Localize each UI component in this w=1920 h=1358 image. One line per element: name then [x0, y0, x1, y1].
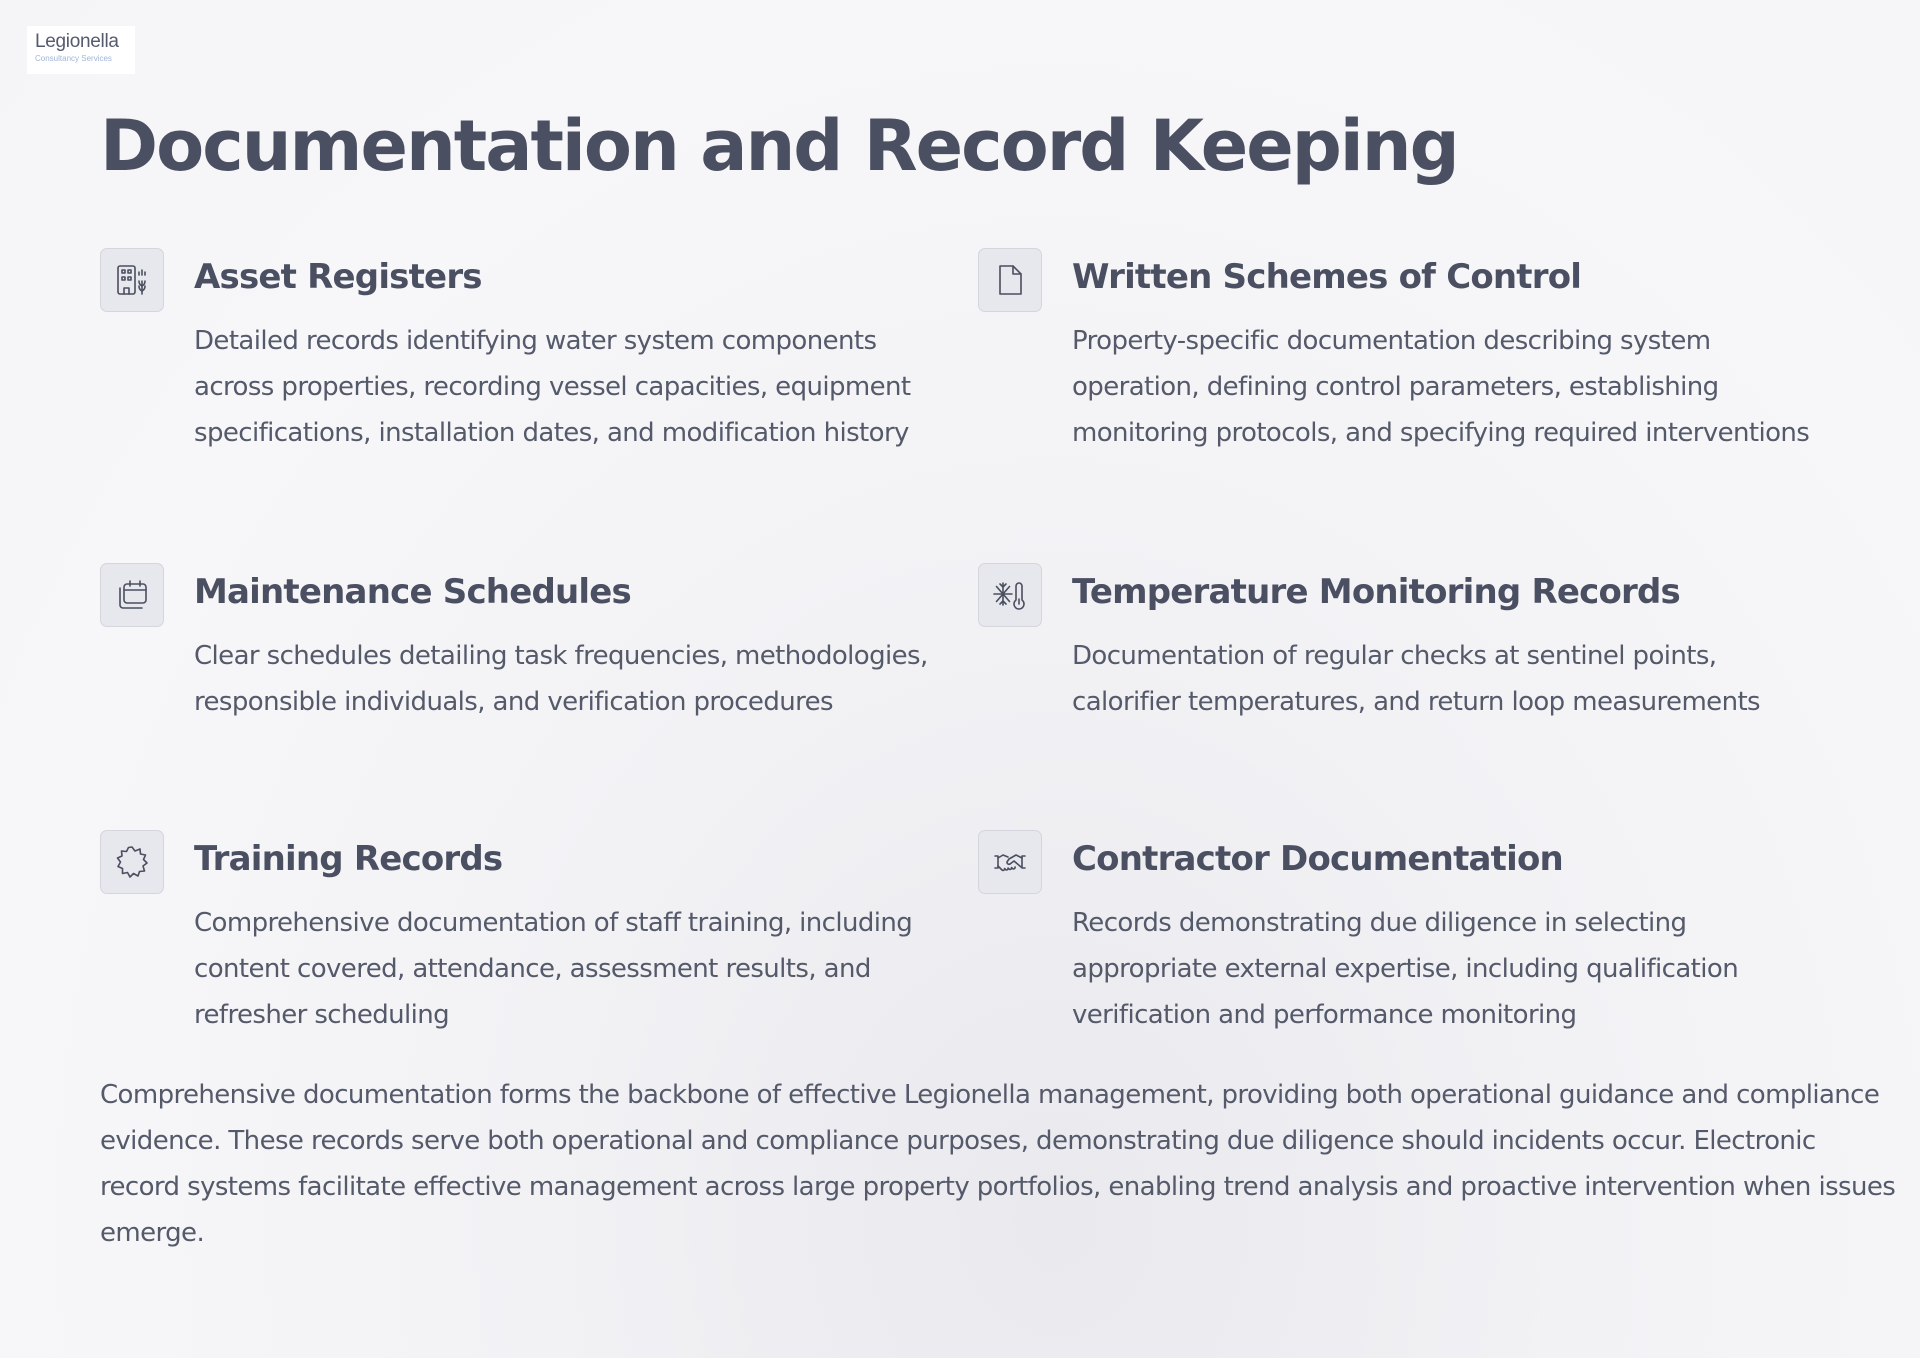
- card-title: Contractor Documentation: [1072, 839, 1563, 879]
- page-title: Documentation and Record Keeping: [100, 105, 1458, 187]
- calendar-icon: [100, 563, 164, 627]
- card-description: Detailed records identifying water system components across properties, recording vessel capacities, equipment specifications, installation dates, and modification history: [194, 326, 911, 448]
- document-icon: [978, 248, 1042, 312]
- badge-icon: [100, 830, 164, 894]
- card-description: Property-specific documentation describing system operation, defining control parameters, establishing monitoring protocols, and specifying required interventions: [1072, 326, 1810, 448]
- card-description: Clear schedules detailing task frequencies, methodologies, responsible individuals, and verification procedures: [194, 641, 928, 717]
- logo-subtitle: Consultancy Services: [35, 54, 112, 63]
- summary-paragraph: Comprehensive documentation forms the backbone of effective Legionella management, providing both operational guidance and compliance evidence. These records serve both operational and compliance purposes, demonstrating due diligence should incidents occur. Electronic record systems facilitate effective management across large property portfolios, enabling trend analysis and proactive intervention when issues emerge.: [100, 1080, 1896, 1248]
- handshake-icon: [978, 830, 1042, 894]
- logo-wordmark: Legionella: [35, 31, 119, 52]
- card-title: Temperature Monitoring Records: [1072, 572, 1680, 612]
- card-title: Training Records: [194, 839, 503, 879]
- card-description: Documentation of regular checks at sentinel points, calorifier temperatures, and return loop measurements: [1072, 641, 1760, 717]
- building-icon: [100, 248, 164, 312]
- thermometer-snowflake-icon: [978, 563, 1042, 627]
- company-logo: [27, 26, 135, 74]
- card-title: Maintenance Schedules: [194, 572, 631, 612]
- card-title: Written Schemes of Control: [1072, 257, 1582, 297]
- card-title: Asset Registers: [194, 257, 482, 297]
- card-description: Comprehensive documentation of staff training, including content covered, attendance, assessment results, and refresher scheduling: [194, 908, 913, 1030]
- card-description: Records demonstrating due diligence in selecting appropriate external expertise, including qualification verification and performance monitoring: [1072, 908, 1739, 1030]
